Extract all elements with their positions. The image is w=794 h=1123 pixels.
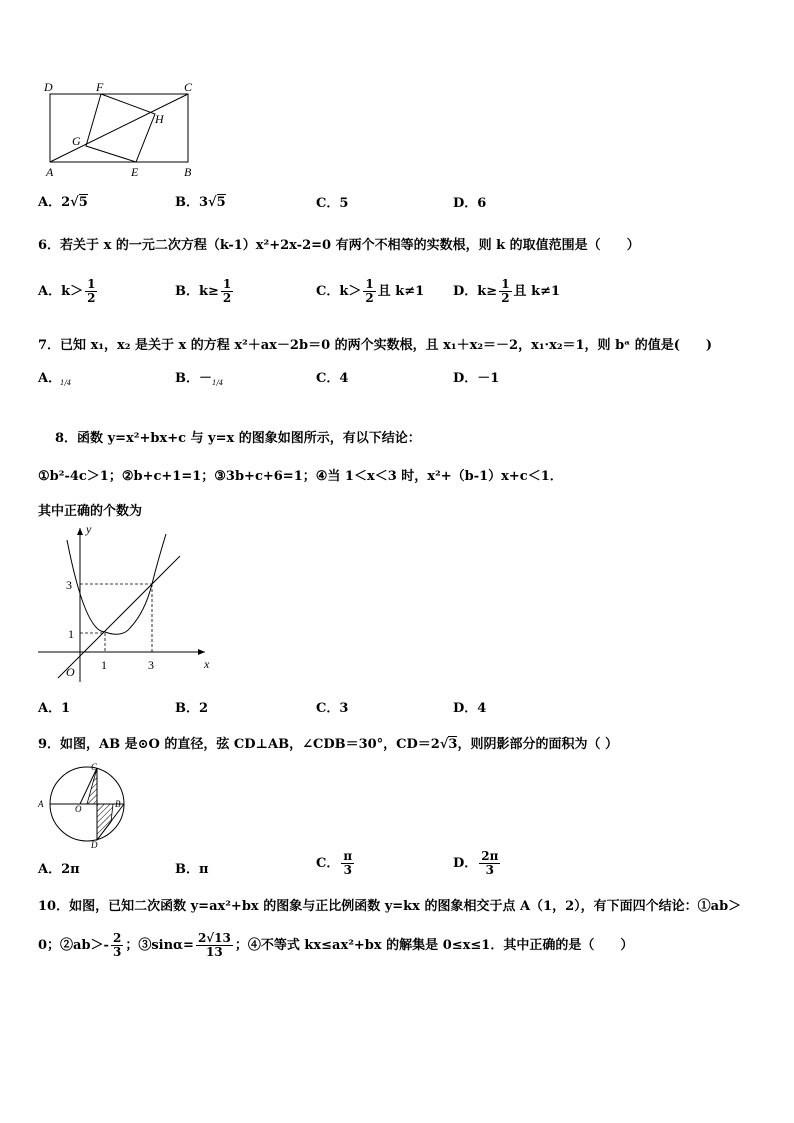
q6-option-b: B．k≥ $\frac{1}{2}$ bbox=[175, 277, 232, 305]
q8-graph-tick-x1: 1 bbox=[101, 658, 107, 672]
q7-option-a: A． bbox=[38, 371, 62, 386]
point-label-F: F bbox=[96, 80, 104, 94]
q9-option-c: C． $\frac{\pi}{3}$ bbox=[316, 849, 353, 877]
q7-stem: 7．已知 x₁，x₂ 是关于 x 的方程 x²＋ax－2b＝0 的两个实数根，且 x₁＋x₂＝－2，x₁·x₂＝1，则 bᵃ 的值是( ) bbox=[38, 338, 713, 353]
q5-option-d: D．6 bbox=[453, 196, 487, 211]
q10-line2: 0；②ab＞- $\frac{2}{3}$ ；③sinα= $\frac{2√13}{13}$ ；④不等式 kx≤ax²+bx 的解集是 0≤x≤1．其中正确的是（ ） bbox=[38, 931, 634, 959]
q6-option-a: A．k＞ $\frac{1}{2}$ bbox=[38, 277, 96, 305]
q8-graph-tick-y1: 1 bbox=[68, 627, 74, 641]
q9-stem: 9．如图，AB 是⊙O 的直径，弦 CD⊥AB，∠CDB＝30°，CD＝2√3，则阴影部分的面积为（ ） bbox=[38, 737, 618, 752]
q9-option-a: A．2π bbox=[38, 862, 80, 877]
q9-fig-label-A: A bbox=[38, 799, 44, 809]
q6-option-c: C．k＞ $\frac{1}{2}$ 且 k≠1 bbox=[316, 277, 425, 305]
point-label-A: A bbox=[46, 165, 54, 179]
q8-prompt: 其中正确的个数为 bbox=[38, 504, 143, 519]
rectangle-figure bbox=[38, 78, 208, 180]
point-label-G: G bbox=[72, 134, 81, 148]
q8-graph-tick-y3: 3 bbox=[66, 578, 72, 592]
q5-option-a: A．2√5 bbox=[38, 195, 88, 210]
q9-circle-figure bbox=[35, 760, 135, 850]
q9-option-d: D． $\frac{2\pi}{3}$ bbox=[453, 849, 499, 877]
q8-option-d: D．4 bbox=[453, 701, 487, 716]
q8-option-a: A．1 bbox=[38, 701, 71, 716]
q8-conclusions: ①b²-4c＞1；②b+c+1=1；③3b+c+6=1；④当 1＜x＜3 时，x²+（b-1）x+c＜1． bbox=[38, 469, 563, 484]
q7-option-c: C．4 bbox=[316, 371, 349, 386]
q6-option-d: D．k≥ $\frac{1}{2}$ 且 k≠1 bbox=[453, 277, 561, 305]
q9-fig-label-D: D bbox=[91, 840, 98, 850]
q8-option-b: B．2 bbox=[175, 701, 209, 716]
q5-option-c: C．5 bbox=[316, 196, 349, 211]
q8-graph-origin: O bbox=[66, 665, 75, 679]
q7-option-b-value: 1/4 bbox=[212, 379, 224, 387]
q6-stem: 6．若关于 x 的一元二次方程（k-1）x²+2x-2=0 有两个不相等的实数根，则 k 的取值范围是（ ） bbox=[38, 238, 640, 253]
q9-fig-label-C: C bbox=[91, 762, 98, 772]
q9-fig-label-B: B bbox=[115, 799, 121, 809]
point-label-E: E bbox=[131, 165, 139, 179]
q7-option-b: B．－ bbox=[175, 371, 212, 386]
q8-graph-tick-x3: 3 bbox=[148, 658, 154, 672]
q9-option-b: B．π bbox=[175, 862, 209, 877]
q10-line1: 10．如图，已知二次函数 y=ax²+bx 的图象与正比例函数 y=kx 的图象相交于点 A（1，2），有下面四个结论：①ab＞ bbox=[38, 899, 742, 914]
q8-graph-y-label: y bbox=[86, 522, 92, 536]
q7-option-d: D．－1 bbox=[453, 371, 500, 386]
q8-graph-x-label: x bbox=[204, 657, 210, 671]
q5-option-b: B．3√5 bbox=[175, 195, 226, 210]
point-label-H: H bbox=[155, 112, 164, 126]
point-label-D: D bbox=[44, 80, 53, 94]
q8-option-c: C．3 bbox=[316, 701, 349, 716]
q7-option-a-value: 1/4 bbox=[60, 379, 72, 387]
q9-fig-label-O: O bbox=[75, 804, 82, 814]
point-label-B: B bbox=[184, 165, 192, 179]
point-label-C: C bbox=[184, 80, 193, 94]
q8-graph bbox=[30, 520, 220, 690]
q8-stem: 8．函数 y=x²+bx+c 与 y=x 的图象如图所示，有以下结论： bbox=[55, 431, 421, 446]
